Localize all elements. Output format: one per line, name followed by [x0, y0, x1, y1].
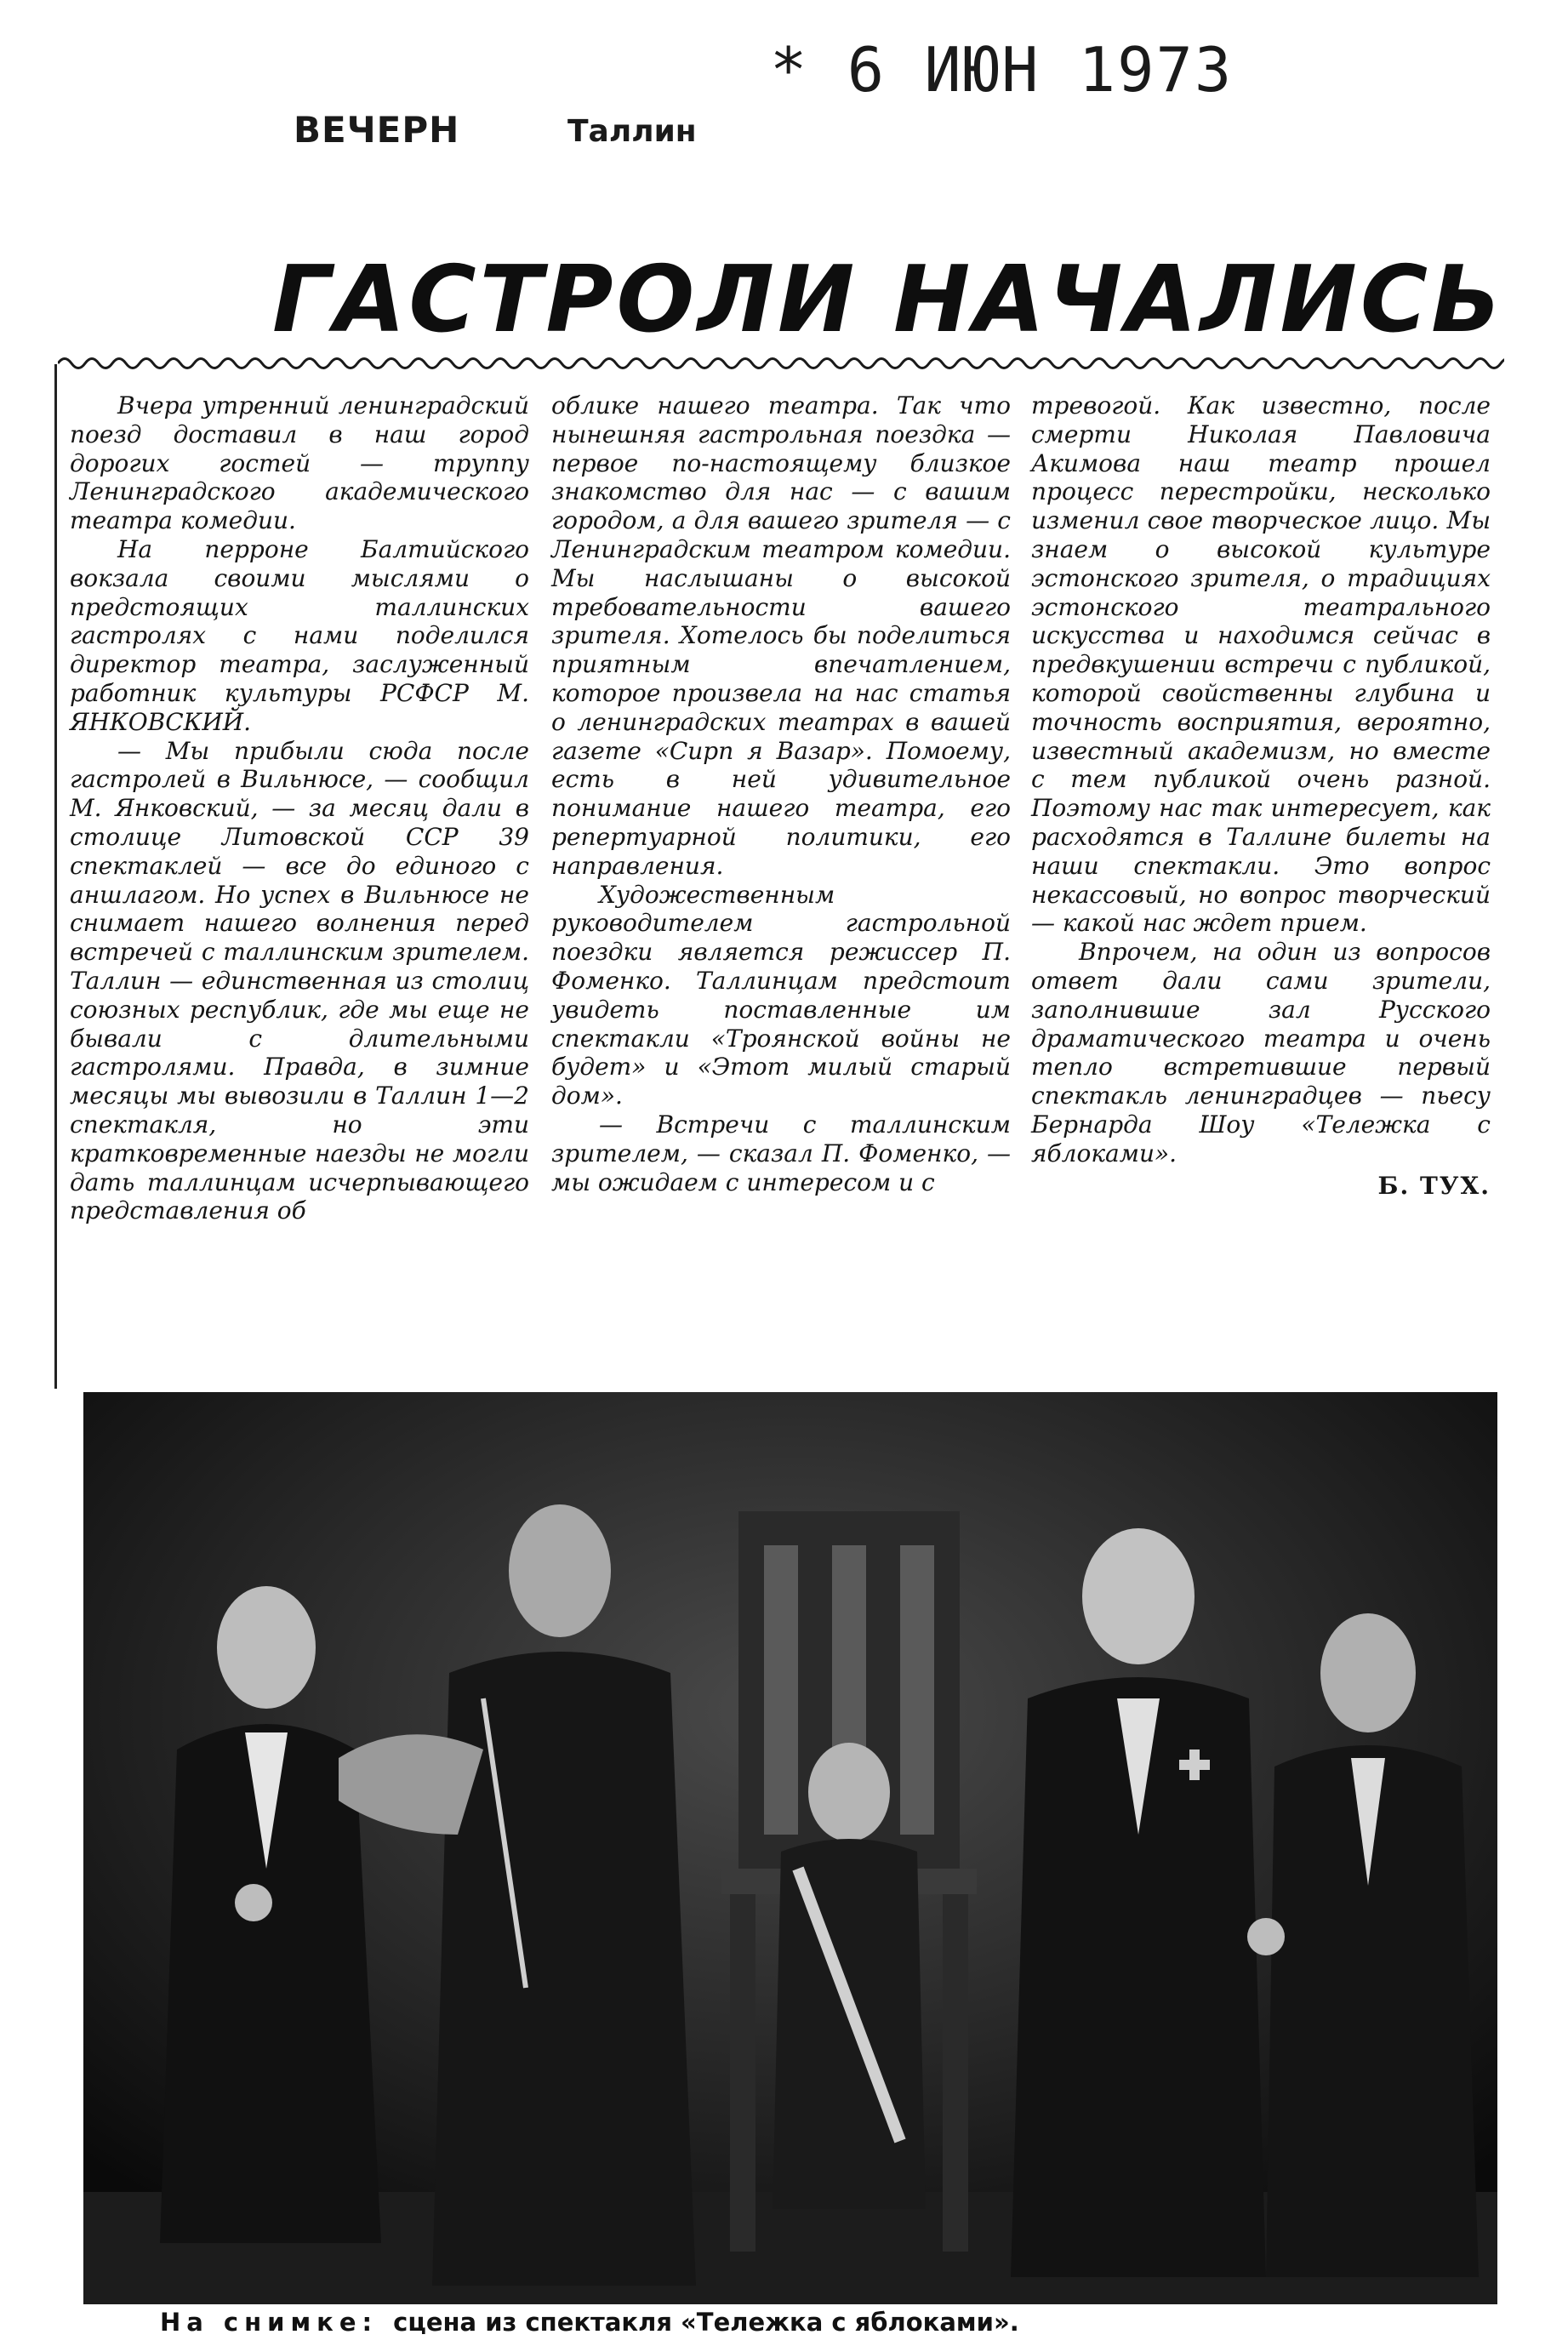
wavy-divider — [58, 351, 1504, 376]
column-border-line — [54, 364, 57, 1389]
paragraph: облике нашего театра. Так что нынешняя гастрольная поездка — первое по-настоящему близкое знакомство для нас — с вашим городом, а для вашего зрителя — с Ленинградским театром комедии. Мы наслышаны о высокой требовательности вашего зрителя. Хотелось бы поделиться приятным впечатлением, которое произвела на нас статья о ленинградских театрах в вашей газете «Сирп я Вазар». Помоему, есть в ней удивительное понимание нашего театра, его репертуарной политики, его направления. — [551, 391, 1011, 880]
date-stamp: * 6 ИЮН 1973 — [770, 34, 1234, 106]
paragraph: На перроне Балтийского вокзала своими мыслями о предстоящих таллинских гастролях с нами поделился директор театра, заслуженный работник культуры РСФСР М. ЯНКОВСКИЙ. — [70, 534, 529, 736]
stage-photo — [83, 1392, 1497, 2304]
chair-knob — [235, 1884, 272, 1921]
paragraph: Художественным руководителем гастрольной поездки является режиссер П. Фоменко. Таллинцам предстоит увидеть поставленные им спектакли «Троянской войны не будет» и «Этот милый старый дом». — [551, 880, 1011, 1110]
article-column-3 — [1031, 391, 1491, 1200]
city-stamp: Таллин — [567, 114, 697, 149]
caption-lead: На снимке: — [160, 2308, 379, 2337]
article-headline: ГАСТРОЛИ НАЧАЛИСЬ — [272, 247, 1505, 353]
paragraph: тревогой. Как известно, после смерти Николая Павловича Акимова наш театр прошел процесс перестройки, несколько изменил свое творческое лицо. Мы знаем о высокой культуре эстонского зрителя, о традициях эстонского театрального искусства и находимся сейчас в предвкушении встречи с публикой, которой свойственны глубина и точность восприятия, вероятно, известный академизм, но вместе с тем публикой очень разной. Поэтому нас так интересует, как расходятся в Таллине билеты на наши спектакли. Это вопрос некассовый, но вопрос творческий — какой нас ждет прием. — [1031, 391, 1491, 938]
paragraph: Вчера утренний ленинградский поезд доставил в наш город дорогих гостей — труппу Ленинградского академического театра комедии. — [70, 391, 529, 535]
chair-knob — [1247, 1918, 1285, 1955]
article-column-2 — [551, 391, 1011, 1196]
paragraph: Впрочем, на один из вопросов ответ дали сами зрители, заполнившие зал Русского драматического театра и очень тепло встретившие первый спектакль ленинградцев — пьесу Бернарда Шоу «Тележка с яблоками». — [1031, 938, 1491, 1167]
paragraph: — Встречи с таллинским зрителем, — сказал П. Фоменко, — мы ожидаем с интересом и с — [551, 1110, 1011, 1196]
caption-text: сцена из спектакля «Тележка с яблоками». — [393, 2308, 1019, 2337]
newspaper-source-stamp: ВЕЧЕРН — [294, 109, 460, 151]
paragraph: — Мы прибыли сюда после гастролей в Вильнюсе, — сообщил М. Янковский, — за месяц дали в столице Литовской ССР 39 спектаклей — все до единого с аншлагом. Но успех в Вильнюсе не снимает нашего волнения перед встречей с таллинским зрителем. Таллин — единственная из столиц союзных республик, где мы еще не бывали с длительными гастролями. Правда, в зимние месяцы мы вывозили в Таллин 1—2 спектакля, но эти кратковременные наезды не могли дать таллинцам исчерпывающего представления об — [70, 736, 529, 1225]
photo-caption — [160, 2308, 1019, 2337]
author-byline: Б. ТУХ. — [1377, 1171, 1491, 1200]
article-column-1 — [70, 391, 529, 1225]
